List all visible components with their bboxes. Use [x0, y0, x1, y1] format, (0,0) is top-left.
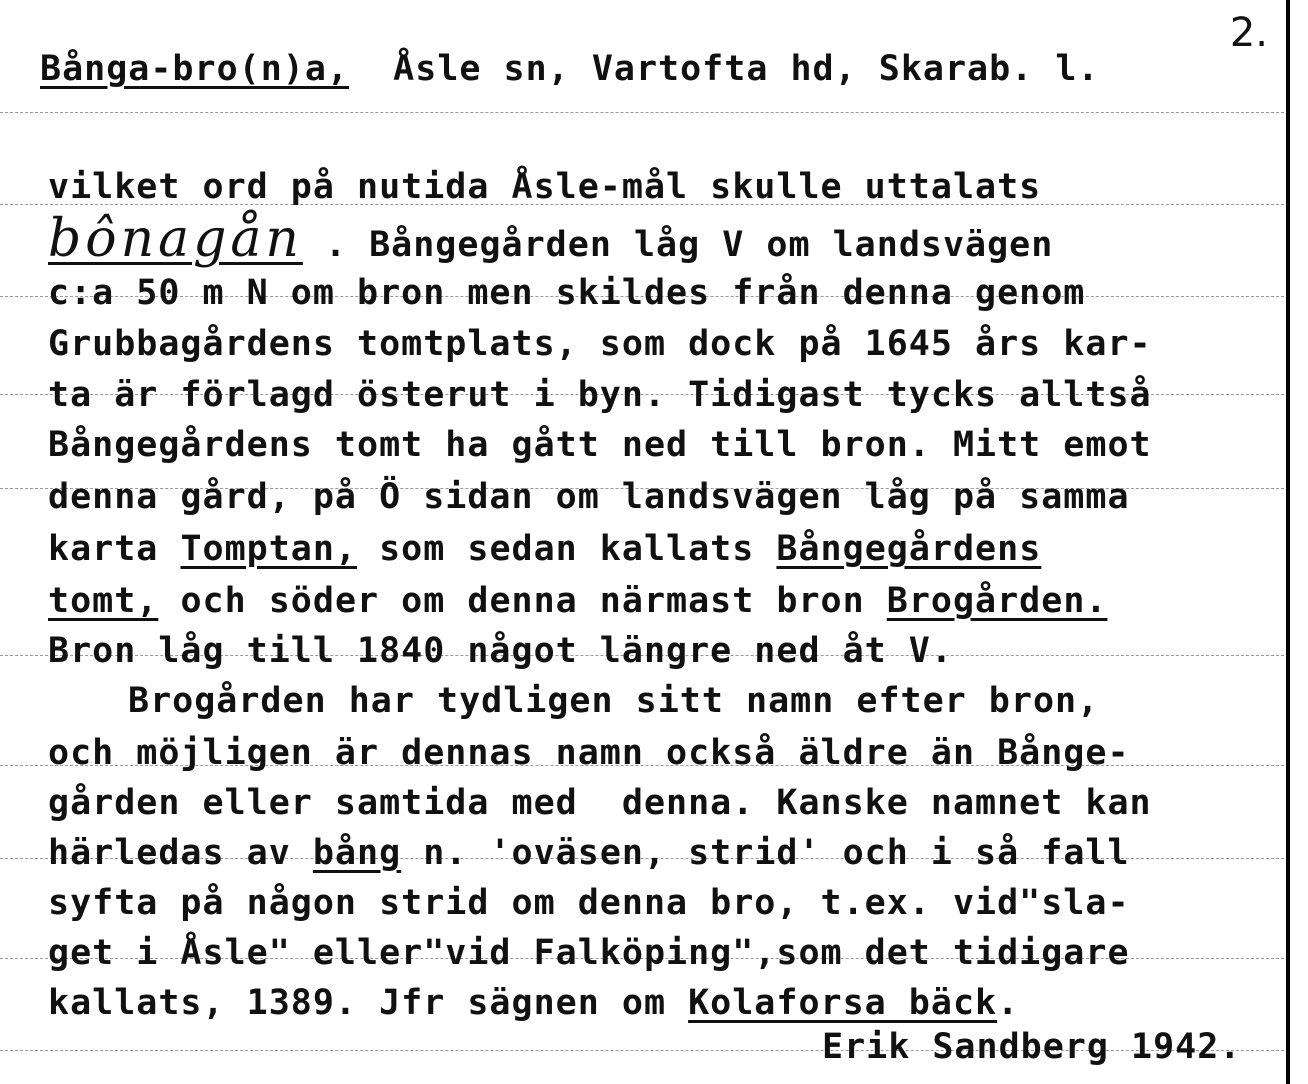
text-line: c:a 50 m N om bron men skildes från denna genom: [48, 273, 1086, 313]
underlined-name: tomt,: [48, 581, 159, 621]
underlined-name: Kolaforsa bäck: [688, 983, 998, 1023]
page-number: 2.: [1229, 10, 1268, 56]
text-line: Bron låg till 1840 något längre ned åt V.: [48, 631, 953, 671]
text-line: vilket ord på nutida Åsle-mål skulle uttalats: [48, 167, 1042, 207]
text-line: [48, 209, 1054, 269]
underlined-name: Tomptan,: [180, 529, 358, 569]
text-line: [48, 574, 1107, 628]
underlined-name: Bångegårdens: [776, 529, 1042, 569]
underlined-name: Brogården.: [886, 581, 1108, 621]
handwritten-pronunciation: bônagån: [48, 209, 303, 269]
card-right-edge: [1286, 0, 1290, 1084]
text-segment: karta: [48, 529, 159, 569]
text-line: Bångegårdens tomt ha gått ned till bron. Mitt emot: [48, 425, 1152, 465]
text-line: [48, 826, 1130, 880]
text-line: [48, 522, 1041, 576]
underlined-word: bång: [312, 833, 402, 873]
text-line: Grubbagårdens tomtplats, som dock på 1645 års kar-: [48, 324, 1152, 364]
text-segment: n. 'oväsen, strid' och i så fall: [423, 833, 1130, 873]
text-segment: som sedan kallats: [379, 529, 755, 569]
text-line: get i Åsle" eller"vid Falköping",som det tidigare: [48, 933, 1130, 973]
text-line: ta är förlagd österut i byn. Tidigast tycks alltså: [48, 375, 1152, 415]
text-segment: härledas av: [48, 833, 291, 873]
place-name: Bånga-bro(n)a,: [40, 49, 350, 89]
text-segment: och söder om denna närmast bron: [180, 581, 865, 621]
text-line: Brogården har tydligen sitt namn efter bron,: [128, 681, 1100, 721]
text-segment: kallats, 1389. Jfr sägnen om: [48, 983, 667, 1023]
signature-line: Erik Sandberg 1942.: [822, 1027, 1242, 1067]
text-line: denna gård, på Ö sidan om landsvägen låg på samma: [48, 477, 1130, 517]
header-line: [40, 42, 1099, 96]
text-segment: . Bångegården låg V om landsvägen: [324, 225, 1054, 265]
text-line: och möjligen är dennas namn också äldre än Bånge-: [48, 733, 1130, 773]
text-segment: .: [997, 983, 1020, 1023]
rule-line: [0, 112, 1284, 113]
text-line: gården eller samtida med denna. Kanske namnet kan: [48, 783, 1152, 823]
place-location: Åsle sn, Vartofta hd, Skarab. l.: [393, 49, 1100, 89]
text-line: syfta på någon strid om denna bro, t.ex. vid"sla-: [48, 883, 1130, 923]
